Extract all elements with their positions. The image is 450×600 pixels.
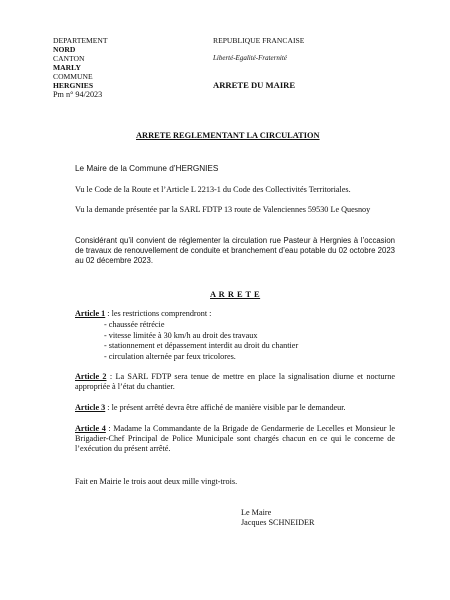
- mayor-line: Le Maire de la Commune d’HERGNIES: [75, 164, 219, 173]
- page-title: ARRETE REGLEMENTANT LA CIRCULATION: [136, 131, 320, 140]
- list-item: - circulation alternée par feux tricolores.: [104, 351, 236, 361]
- article-4-text: : Madame la Commandante de la Brigade de Gendarmerie de Lecelles et Monsieur le Brigadier-Chef Principal de Police Municipale sont chargés chacun en ce qui le concerne de l’exécution du présent arrêté.: [75, 424, 396, 454]
- article-2: [75, 372, 395, 392]
- article-2-text: : La SARL FDTP sera tenue de mettre en place la signalisation diurne et nocturne appropriée à l’état du chantier.: [75, 372, 395, 392]
- republic-label: REPUBLIQUE FRANCAISE: [213, 36, 305, 45]
- article-1-label: Article 1: [75, 309, 106, 318]
- article-3-text: : le présent arrêté devra être affiché de manière visible par le demandeur.: [105, 403, 346, 412]
- article-2-label: Article 2: [75, 372, 107, 381]
- article-4-label: Article 4: [75, 424, 106, 433]
- article-3-label: Article 3: [75, 403, 106, 412]
- list-item: - stationnement et dépassement interdit au droit du chantier: [104, 341, 299, 350]
- republic-motto: Liberté-Egalité-Fraternité: [213, 54, 287, 62]
- article-4: [75, 424, 395, 455]
- canton-label: CANTON: [53, 54, 85, 63]
- list-item: - chaussée rétrécie: [104, 320, 165, 329]
- vu-code-route: Vu le Code de la Route et l’Article L 2213-1 du Code des Collectivités Territoriales.: [75, 185, 351, 194]
- commune-name: HERGNIES: [53, 81, 94, 90]
- signature-name: Jacques SCHNEIDER: [241, 518, 315, 527]
- signature-role: Le Maire: [241, 508, 272, 517]
- commune-label: COMMUNE: [53, 72, 93, 81]
- department-label: DEPARTEMENT: [53, 36, 108, 45]
- document-type: ARRETE DU MAIRE: [213, 80, 296, 90]
- arrete-heading: A R R E T E: [210, 290, 261, 299]
- article-3: [75, 403, 395, 413]
- vu-demande: Vu la demande présentée par la SARL FDTP 13 route de Valenciennes 59530 Le Quesnoy: [75, 205, 371, 214]
- closing-line: Fait en Mairie le trois aout deux mille vingt-trois.: [75, 477, 238, 486]
- list-item: - vitesse limitée à 30 km/h au droit des travaux: [104, 330, 258, 340]
- considerant-paragraph: Considérant qu’il convient de réglementer la circulation rue Pasteur à Hergnies à l’occasion de travaux de renouvellement de conduite et branchement d’eau potable du 02 octobre 2023 au 02 décembre 2023.: [75, 236, 395, 265]
- article-1: [75, 309, 395, 319]
- canton-name: MARLY: [53, 63, 81, 72]
- reference-number: Pm n° 94/2023: [53, 90, 103, 99]
- department-name: NORD: [53, 45, 76, 54]
- article-1-text: : les restrictions comprendront :: [105, 309, 212, 318]
